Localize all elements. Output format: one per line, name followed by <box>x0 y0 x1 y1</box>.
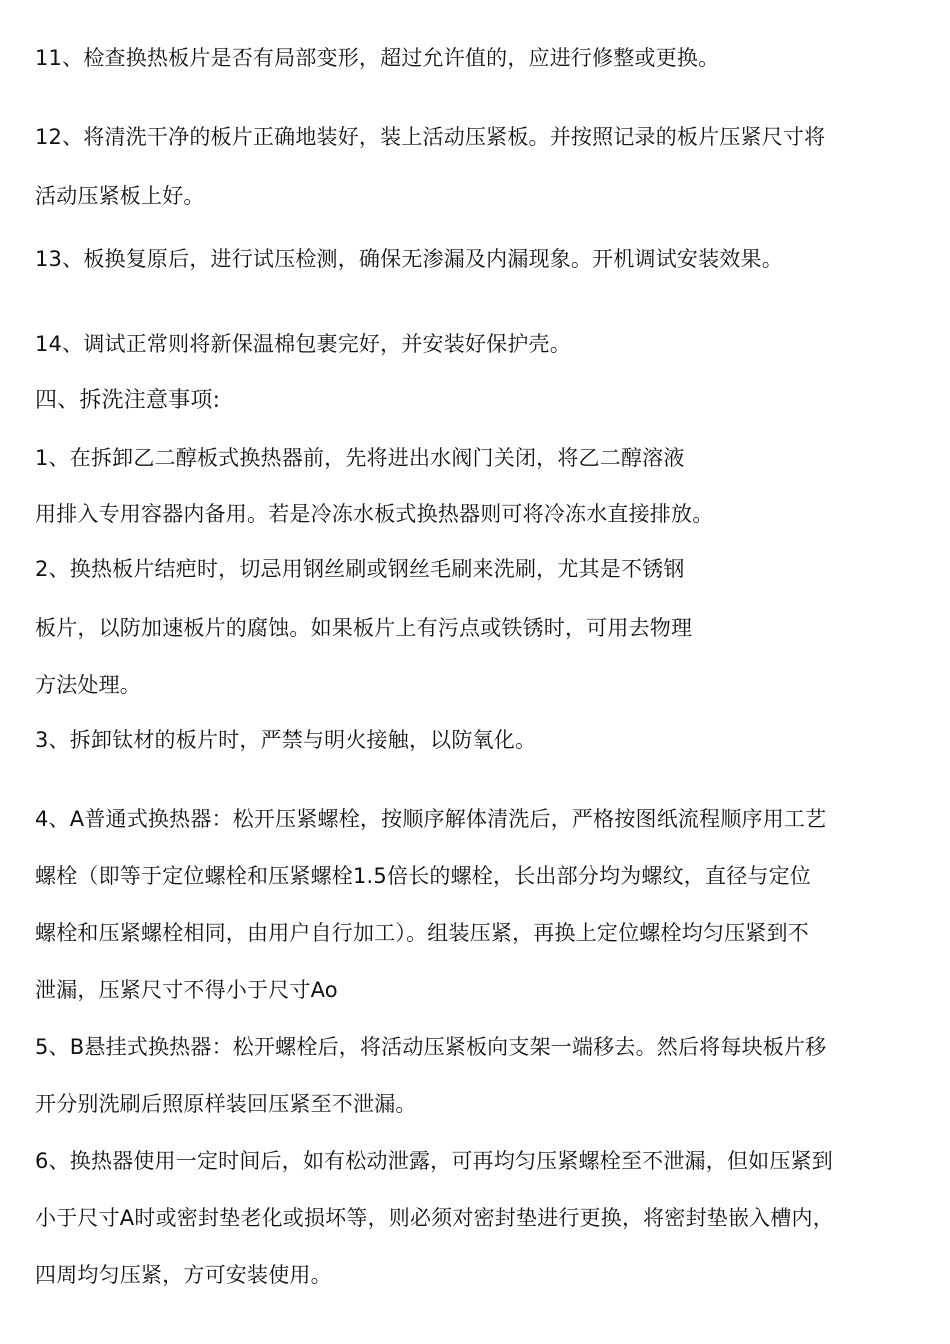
text-line-item-14: 14、调试正常则将新保温棉包裹完好，并安装好保护壳。 <box>35 332 571 356</box>
text-line-note-4-cont: 螺栓（即等于定位螺栓和压紧螺栓1.5倍长的螺栓，长出部分均为螺纹，直径与定位 <box>35 864 811 888</box>
text-line-note-5: 5、B悬挂式换热器：松开螺栓后，将活动压紧板向支架一端移去。然后将每块板片移 <box>35 1035 827 1059</box>
text-line-note-6-cont: 小于尺寸A时或密封垫老化或损坏等，则必须对密封垫进行更换，将密封垫嵌入槽内， <box>35 1206 834 1230</box>
text-line-note-6: 6、换热器使用一定时间后，如有松动泄露，可再均匀压紧螺栓至不泄漏，但如压紧到 <box>35 1149 833 1173</box>
text-line-note-1: 1、在拆卸乙二醇板式换热器前，先将进出水阀门关闭，将乙二醇溶液 <box>35 446 685 470</box>
text-line-item-12-cont: 活动压紧板上好。 <box>35 184 205 208</box>
text-line-note-3: 3、拆卸钛材的板片时，严禁与明火接触，以防氧化。 <box>35 728 537 752</box>
section-heading: 四、拆洗注意事项: <box>35 388 221 413</box>
text-line-note-2-cont2: 方法处理。 <box>35 673 141 697</box>
text-line-note-4-cont3: 泄漏，压紧尺寸不得小于尺寸Ao <box>35 978 338 1002</box>
text-line-note-2-cont: 板片，以防加速板片的腐蚀。如果板片上有污点或铁锈时，可用去物理 <box>35 616 693 640</box>
text-line-note-4: 4、A普通式换热器：松开压紧螺栓，按顺序解体清洗后，严格按图纸流程顺序用工艺 <box>35 807 827 831</box>
text-line-item-13: 13、板换复原后，进行试压检测，确保无渗漏及内漏现象。开机调试安装效果。 <box>35 247 783 271</box>
text-line-item-12: 12、将清洗干净的板片正确地装好，装上活动压紧板。并按照记录的板片压紧尺寸将 <box>35 125 826 149</box>
text-line-note-4-cont2: 螺栓和压紧螺栓相同，由用户自行加工）。组装压紧，再换上定位螺栓均匀压紧到不 <box>35 921 809 945</box>
text-line-note-5-cont: 开分别洗刷后照原样装回压紧至不泄漏。 <box>35 1092 417 1116</box>
text-line-item-11: 11、检查换热板片是否有局部变形，超过允许值的，应进行修整或更换。 <box>35 46 720 70</box>
text-line-note-1-cont: 用排入专用容器内备用。若是冷冻水板式换热器则可将冷冻水直接排放。 <box>35 502 714 526</box>
text-line-note-2: 2、换热板片结疤时，切忌用钢丝刷或钢丝毛刷来洗刷，尤其是不锈钢 <box>35 557 685 581</box>
text-line-note-6-cont2: 四周均匀压紧，方可安装使用。 <box>35 1263 332 1287</box>
